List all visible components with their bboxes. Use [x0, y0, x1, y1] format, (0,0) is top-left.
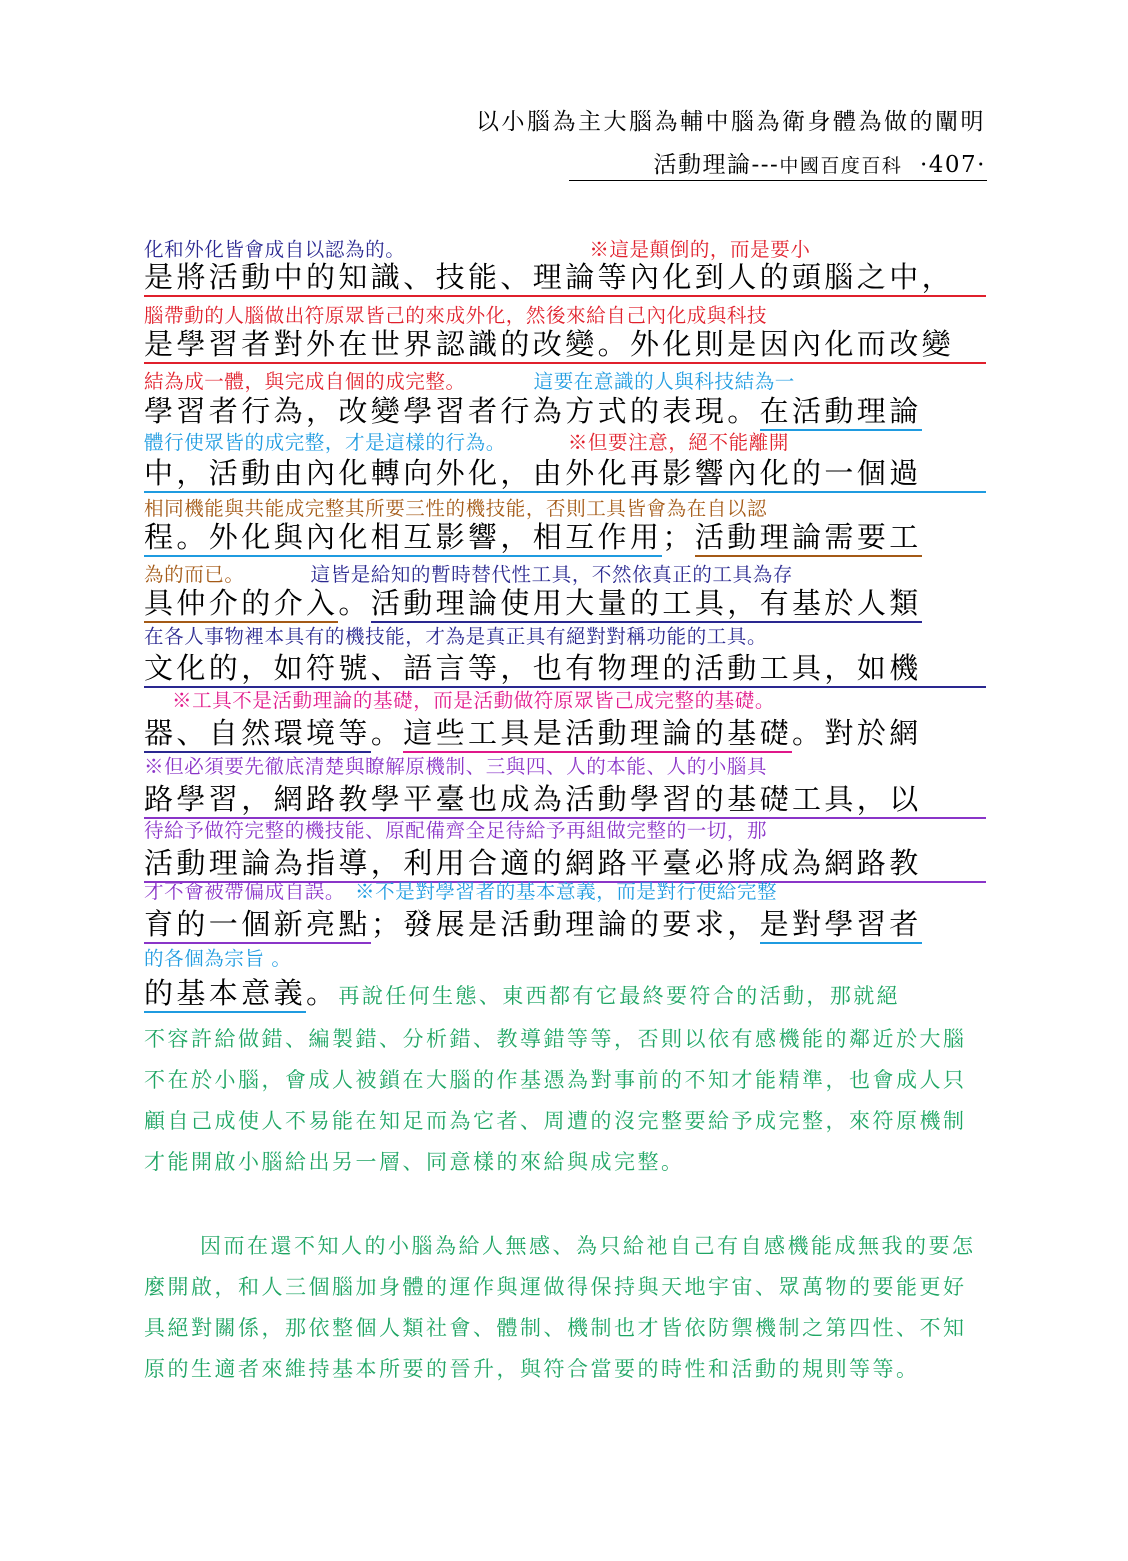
body-line-3: [144, 393, 986, 429]
body-line-10: 活動理論為指導，利用合適的網路平臺必將成為網路教: [144, 845, 986, 883]
body-line-12: [144, 975, 986, 1011]
annotation-text: ※但要注意，絕不能離開: [567, 431, 789, 454]
body-text: ；: [662, 520, 695, 554]
annotation-line-2: 腦帶動的人腦做出符原眾皆己的來成外化，然後來給自己內化成與科技: [144, 304, 768, 327]
annotation-text: 才不會被帶偏成自誤。: [144, 880, 346, 903]
body-text-underlined: 育的一個新亮點: [144, 907, 371, 944]
body-text-underlined: 在活動理論: [760, 394, 922, 431]
body-text: 。: [370, 716, 404, 750]
annotation-line-9: ※但必須要先徹底清楚與瞭解原機制、三與四、人的本能、人的小腦具: [144, 755, 768, 778]
body-text-underlined: 的基本意義: [144, 976, 306, 1013]
annotation-text: 這要在意識的人與科技結為一: [533, 370, 795, 393]
annotation-line-7: 在各人事物裡本具有的機技能，才為是真正具有絕對對稱功能的工具。: [144, 625, 768, 648]
body-text: 。: [306, 976, 339, 1010]
annotation-text: 化和外化皆會成自以認為的。: [144, 238, 406, 261]
body-text: 。對於網: [792, 716, 922, 750]
annotation-line-5: 相同機能與共能成完整其所要三性的機技能，否則工具皆會為在自以認: [144, 497, 768, 520]
paragraph-1: 不容許給做錯、編製錯、分析錯、教導錯等等，否則以依有感機能的鄰近於大腦不在於小腦，會成人被鎖在大腦的作基憑為對事前的不知才能精準，也會成人只顧自己成使人不易能在知足而為它者、周遭的沒完整要給予成完整，來符原機制才能開啟小腦給出另一層、同意樣的來給與成完整。: [144, 1027, 967, 1174]
annotation-text: 為的而已。: [144, 563, 245, 586]
body-text-underlined: 這些工具是活動理論的基礎: [403, 716, 792, 753]
annotation-line-8: ※工具不是活動理論的基礎，而是活動做符原眾皆己成完整的基礎。: [172, 689, 776, 712]
page-number: ·407·: [919, 152, 986, 178]
header-subtitle-main: 活動理論---: [653, 152, 780, 178]
annotation-text: 體行使眾皆的成完整，才是這樣的行為。: [144, 431, 506, 454]
page-header-title: 以小腦為主大腦為輔中腦為衛身體為做的闡明: [476, 109, 986, 135]
body-line-5: [144, 519, 986, 555]
body-text-green: 再說任何生態、東西都有它最終要符合的活動，那就絕: [338, 984, 901, 1008]
body-line-4: 中，活動由內化轉向外化，由外化再影響內化的一個過: [144, 455, 986, 493]
body-line-8: [144, 715, 986, 751]
body-text: 。: [338, 586, 371, 620]
annotation-line-4: [144, 430, 986, 456]
body-line-7: 文化的，如符號、語言等，也有物理的活動工具，如機: [144, 650, 986, 688]
header-subtitle-source: 中國百度百科: [779, 155, 903, 177]
body-line-1: 是將活動中的知識、技能、理論等內化到人的頭腦之中，: [144, 259, 986, 297]
paragraph-2: 因而在還不知人的小腦為給人無感、為只給祂自己有自感機能成無我的要怎麼開啟，和人三個腦加身體的運作與運做得保持與天地宇宙、眾萬物的要能更好具絕對關係，那依整個人類社會、體制、機制也才皆依防禦機制之第四性、不知原的生適者來維持基本所要的晉升，與符合當要的時性和活動的規則等等。: [144, 1234, 976, 1381]
body-text-underlined: 程。外化與內化相互影響，相互作用: [144, 520, 662, 557]
body-text: 學習者行為，改變學習者行為方式的表現。: [144, 394, 760, 428]
annotation-text: 這皆是給知的暫時替代性工具，不然依真正的工具為存: [310, 563, 793, 586]
body-text-underlined: 器、自然環境等: [144, 716, 371, 753]
annotation-line-12: 的各個為宗旨 。: [144, 947, 292, 970]
annotation-text: ※不是對學習者的基本意義，而是對行使給完整: [355, 880, 778, 903]
page-header-subtitle: [654, 146, 987, 179]
annotation-text: 結為成一體，與完成自個的成完整。: [144, 370, 466, 393]
body-text-underlined: 是對學習者: [760, 907, 922, 944]
body-line-6: [144, 585, 986, 621]
body-line-11: [144, 906, 986, 942]
annotation-line-10: 待給予做符完整的機技能、原配備齊全足待給予再組做完整的一切，那: [144, 819, 768, 842]
header-rule: [569, 180, 987, 181]
body-text-underlined: 具仲介的介入: [144, 586, 338, 623]
body-text-underlined: 活動理論使用大量的工具，有基於人類: [371, 586, 922, 623]
annotation-line-3: [144, 369, 986, 395]
body-line-9: 路學習，網路教學平臺也成為活動學習的基礎工具，以: [144, 781, 986, 819]
annotation-line-11: [144, 879, 986, 905]
annotation-text: ※這是顛倒的，而是要小: [589, 238, 811, 261]
body-text: ；發展是活動理論的要求，: [370, 907, 760, 941]
body-text-underlined: 活動理論需要工: [695, 520, 922, 557]
body-line-2: 是學習者對外在世界認識的改變。外化則是因內化而改變: [144, 326, 986, 364]
